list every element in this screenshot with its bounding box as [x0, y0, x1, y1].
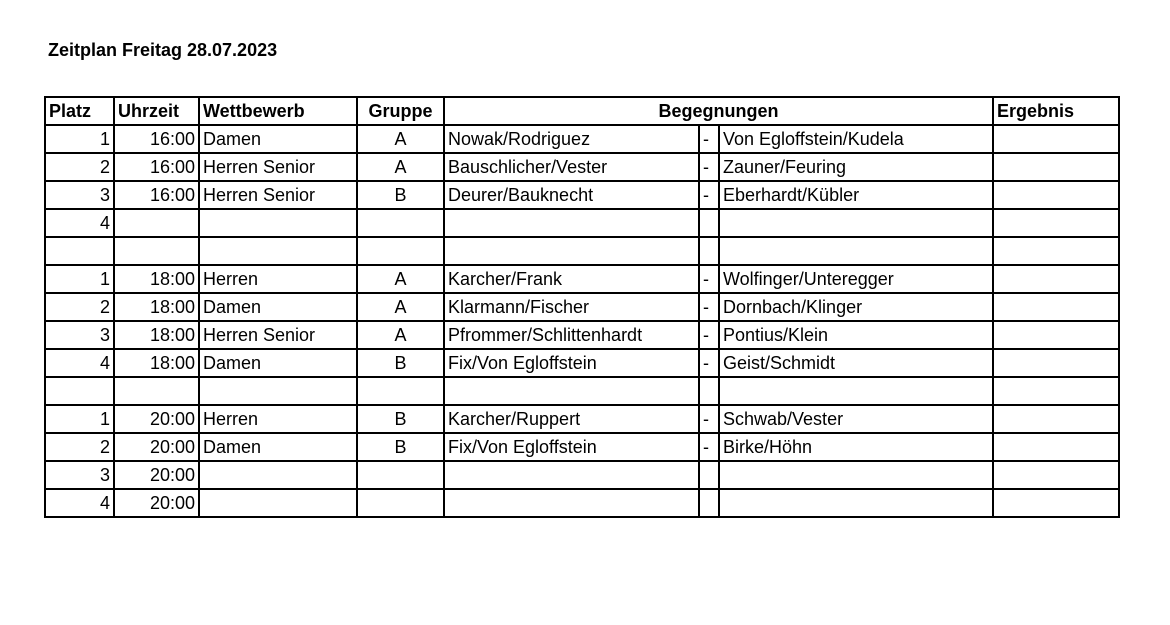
cell-platz: 3	[45, 461, 114, 489]
cell-wettbewerb	[199, 209, 357, 237]
cell-separator: -	[699, 265, 719, 293]
header-begegnungen: Begegnungen	[444, 97, 993, 125]
cell-wettbewerb: Damen	[199, 349, 357, 377]
cell-uhrzeit: 18:00	[114, 265, 199, 293]
cell-uhrzeit: 20:00	[114, 405, 199, 433]
schedule-table	[44, 96, 1120, 518]
cell-gruppe: A	[357, 293, 444, 321]
cell-team2: Zauner/Feuring	[719, 153, 993, 181]
table-row	[45, 209, 1119, 237]
cell-uhrzeit: 16:00	[114, 153, 199, 181]
cell-separator: -	[699, 153, 719, 181]
cell-team1: Fix/Von Egloffstein	[444, 433, 699, 461]
cell-team1: Klarmann/Fischer	[444, 293, 699, 321]
cell-uhrzeit: 18:00	[114, 321, 199, 349]
cell-separator: -	[699, 405, 719, 433]
header-platz: Platz	[45, 97, 114, 125]
cell-separator	[699, 461, 719, 489]
cell-team1: Karcher/Frank	[444, 265, 699, 293]
table-row	[45, 489, 1119, 517]
cell-platz	[45, 377, 114, 405]
cell-uhrzeit	[114, 377, 199, 405]
cell-ergebnis	[993, 489, 1119, 517]
table-row	[45, 265, 1119, 293]
cell-wettbewerb: Damen	[199, 433, 357, 461]
cell-gruppe: B	[357, 181, 444, 209]
cell-uhrzeit: 18:00	[114, 293, 199, 321]
cell-separator: -	[699, 293, 719, 321]
header-uhrzeit: Uhrzeit	[114, 97, 199, 125]
cell-separator	[699, 377, 719, 405]
cell-uhrzeit: 16:00	[114, 125, 199, 153]
cell-gruppe	[357, 489, 444, 517]
cell-gruppe	[357, 377, 444, 405]
cell-platz: 4	[45, 209, 114, 237]
cell-team1: Nowak/Rodriguez	[444, 125, 699, 153]
cell-team1: Pfrommer/Schlittenhardt	[444, 321, 699, 349]
table-row	[45, 377, 1119, 405]
cell-separator: -	[699, 181, 719, 209]
cell-wettbewerb: Herren	[199, 405, 357, 433]
cell-uhrzeit	[114, 237, 199, 265]
table-row	[45, 461, 1119, 489]
page-title: Zeitplan Freitag 28.07.2023	[48, 40, 278, 60]
cell-gruppe: B	[357, 405, 444, 433]
cell-team2: Schwab/Vester	[719, 405, 993, 433]
cell-separator: -	[699, 125, 719, 153]
cell-team2: Von Egloffstein/Kudela	[719, 125, 993, 153]
cell-wettbewerb: Herren	[199, 265, 357, 293]
cell-ergebnis	[993, 237, 1119, 265]
cell-gruppe	[357, 237, 444, 265]
cell-team1	[444, 489, 699, 517]
cell-wettbewerb: Herren Senior	[199, 321, 357, 349]
schedule-body	[45, 125, 1119, 517]
cell-wettbewerb	[199, 237, 357, 265]
cell-uhrzeit: 18:00	[114, 349, 199, 377]
cell-platz: 2	[45, 433, 114, 461]
cell-ergebnis	[993, 293, 1119, 321]
cell-platz	[45, 237, 114, 265]
cell-wettbewerb: Herren Senior	[199, 181, 357, 209]
cell-platz: 2	[45, 153, 114, 181]
cell-gruppe: B	[357, 349, 444, 377]
cell-platz: 1	[45, 265, 114, 293]
cell-gruppe: A	[357, 125, 444, 153]
cell-team2: Birke/Höhn	[719, 433, 993, 461]
cell-team2: Geist/Schmidt	[719, 349, 993, 377]
cell-team2	[719, 489, 993, 517]
cell-uhrzeit	[114, 209, 199, 237]
cell-gruppe: A	[357, 265, 444, 293]
cell-team1: Bauschlicher/Vester	[444, 153, 699, 181]
cell-wettbewerb: Damen	[199, 125, 357, 153]
header-ergebnis: Ergebnis	[993, 97, 1119, 125]
cell-team2: Eberhardt/Kübler	[719, 181, 993, 209]
cell-team2: Dornbach/Klinger	[719, 293, 993, 321]
header-row	[45, 97, 1119, 125]
cell-platz: 4	[45, 349, 114, 377]
cell-ergebnis	[993, 433, 1119, 461]
table-row	[45, 237, 1119, 265]
cell-ergebnis	[993, 181, 1119, 209]
cell-separator: -	[699, 433, 719, 461]
cell-wettbewerb	[199, 461, 357, 489]
cell-ergebnis	[993, 405, 1119, 433]
cell-uhrzeit: 16:00	[114, 181, 199, 209]
table-row	[45, 321, 1119, 349]
cell-team2: Wolfinger/Unteregger	[719, 265, 993, 293]
cell-team1: Deurer/Bauknecht	[444, 181, 699, 209]
cell-wettbewerb: Damen	[199, 293, 357, 321]
cell-team2: Pontius/Klein	[719, 321, 993, 349]
table-row	[45, 433, 1119, 461]
cell-team1: Karcher/Ruppert	[444, 405, 699, 433]
table-row	[45, 153, 1119, 181]
header-gruppe: Gruppe	[357, 97, 444, 125]
cell-separator: -	[699, 349, 719, 377]
cell-team2	[719, 237, 993, 265]
cell-team1	[444, 209, 699, 237]
cell-separator: -	[699, 321, 719, 349]
cell-uhrzeit: 20:00	[114, 489, 199, 517]
cell-gruppe	[357, 209, 444, 237]
cell-platz: 4	[45, 489, 114, 517]
cell-ergebnis	[993, 153, 1119, 181]
cell-team2	[719, 461, 993, 489]
cell-ergebnis	[993, 377, 1119, 405]
cell-gruppe: A	[357, 153, 444, 181]
table-row	[45, 293, 1119, 321]
cell-ergebnis	[993, 349, 1119, 377]
cell-wettbewerb	[199, 489, 357, 517]
cell-separator	[699, 237, 719, 265]
cell-gruppe: A	[357, 321, 444, 349]
cell-platz: 2	[45, 293, 114, 321]
cell-wettbewerb: Herren Senior	[199, 153, 357, 181]
cell-team2	[719, 209, 993, 237]
cell-platz: 1	[45, 405, 114, 433]
cell-ergebnis	[993, 125, 1119, 153]
cell-ergebnis	[993, 209, 1119, 237]
cell-platz: 1	[45, 125, 114, 153]
table-row	[45, 405, 1119, 433]
cell-separator	[699, 209, 719, 237]
cell-ergebnis	[993, 321, 1119, 349]
cell-team1	[444, 237, 699, 265]
cell-wettbewerb	[199, 377, 357, 405]
table-row	[45, 349, 1119, 377]
cell-separator	[699, 489, 719, 517]
cell-team1	[444, 377, 699, 405]
cell-gruppe	[357, 461, 444, 489]
header-wettbewerb: Wettbewerb	[199, 97, 357, 125]
cell-ergebnis	[993, 461, 1119, 489]
cell-team2	[719, 377, 993, 405]
cell-platz: 3	[45, 321, 114, 349]
cell-team1	[444, 461, 699, 489]
cell-platz: 3	[45, 181, 114, 209]
cell-ergebnis	[993, 265, 1119, 293]
table-row	[45, 125, 1119, 153]
cell-team1: Fix/Von Egloffstein	[444, 349, 699, 377]
table-row	[45, 181, 1119, 209]
cell-uhrzeit: 20:00	[114, 433, 199, 461]
cell-uhrzeit: 20:00	[114, 461, 199, 489]
cell-gruppe: B	[357, 433, 444, 461]
